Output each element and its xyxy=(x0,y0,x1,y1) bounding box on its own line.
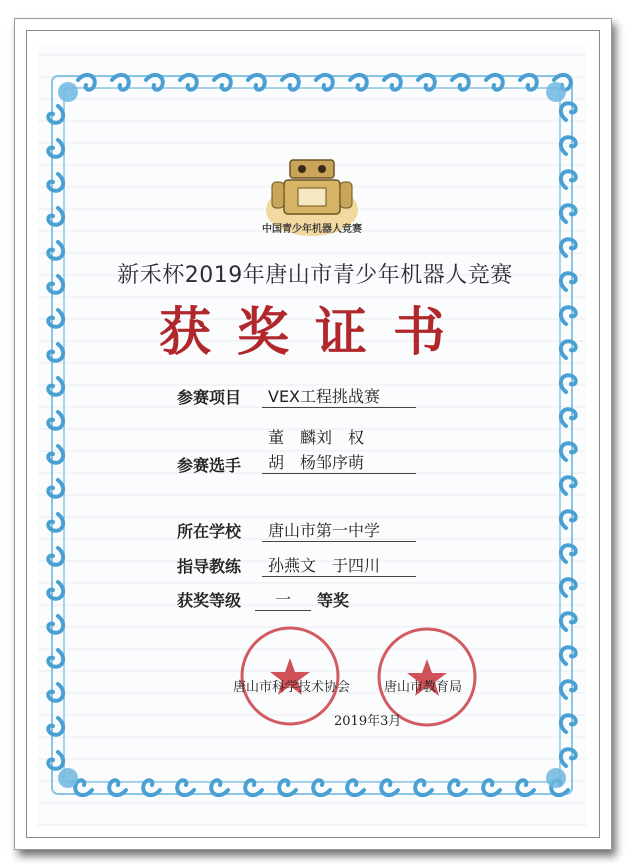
border-scroll xyxy=(561,307,576,324)
border-scroll xyxy=(48,548,63,565)
award-suffix: 等奖 xyxy=(317,591,350,610)
border-scroll xyxy=(48,412,63,429)
border-scroll xyxy=(561,613,576,630)
border-scroll xyxy=(48,582,63,599)
border-scroll xyxy=(561,545,576,562)
coach-label: 指导教练 xyxy=(177,557,242,576)
border-scroll xyxy=(561,137,576,154)
border-scroll xyxy=(561,477,576,494)
border-scroll xyxy=(561,647,576,664)
school-value: 唐山市第一中学 xyxy=(262,518,416,542)
award-level: 一 xyxy=(255,587,311,611)
border-scroll xyxy=(48,106,63,123)
border-scroll xyxy=(561,103,576,120)
school-label: 所在学校 xyxy=(177,522,242,541)
border-scroll xyxy=(561,715,576,732)
border-scroll xyxy=(561,749,576,766)
border-scroll xyxy=(48,140,63,157)
border-scroll xyxy=(561,511,576,528)
border-scroll xyxy=(48,242,63,259)
border-scroll xyxy=(48,650,63,667)
project-value: VEX工程挑战赛 xyxy=(262,384,416,408)
border-scroll xyxy=(48,276,63,293)
border-scroll xyxy=(561,579,576,596)
players-line-1: 董 麟刘 权 xyxy=(268,428,365,447)
border-scroll xyxy=(561,273,576,290)
border-scroll xyxy=(48,208,63,225)
issue-date: 2019年3月 xyxy=(334,714,402,729)
border-scroll xyxy=(48,514,63,531)
border-scroll xyxy=(561,681,576,698)
border-scroll xyxy=(561,239,576,256)
border-scroll xyxy=(561,171,576,188)
certificate-title: 获奖证书 xyxy=(158,302,471,363)
border-scroll xyxy=(48,616,63,633)
border-scroll xyxy=(48,344,63,361)
border-scroll xyxy=(48,174,63,191)
border-scroll xyxy=(561,409,576,426)
competition-title: 新禾杯2019年唐山市青少年机器人竞赛 xyxy=(117,263,513,288)
border-scroll xyxy=(561,443,576,460)
border-scroll xyxy=(48,310,63,327)
border-scroll xyxy=(561,375,576,392)
right-seal-org: 唐山市教育局 xyxy=(384,680,463,695)
players-label: 参赛选手 xyxy=(177,456,242,475)
border-scroll xyxy=(48,446,63,463)
players-line-2: 胡 杨邹序萌 xyxy=(262,450,416,474)
border-scroll xyxy=(48,480,63,497)
border-scroll xyxy=(48,684,63,701)
award-label: 获奖等级 xyxy=(177,591,242,610)
border-scroll xyxy=(48,718,63,735)
border-scroll xyxy=(561,341,576,358)
border-scroll xyxy=(561,205,576,222)
border-scroll xyxy=(48,752,63,769)
logo-caption: 中国青少年机器人竞赛 xyxy=(262,224,362,235)
border-scroll xyxy=(48,378,63,395)
project-label: 参赛项目 xyxy=(177,388,242,407)
left-seal-org: 唐山市科学技术协会 xyxy=(233,680,351,695)
coach-value: 孙燕文 于四川 xyxy=(262,553,416,577)
